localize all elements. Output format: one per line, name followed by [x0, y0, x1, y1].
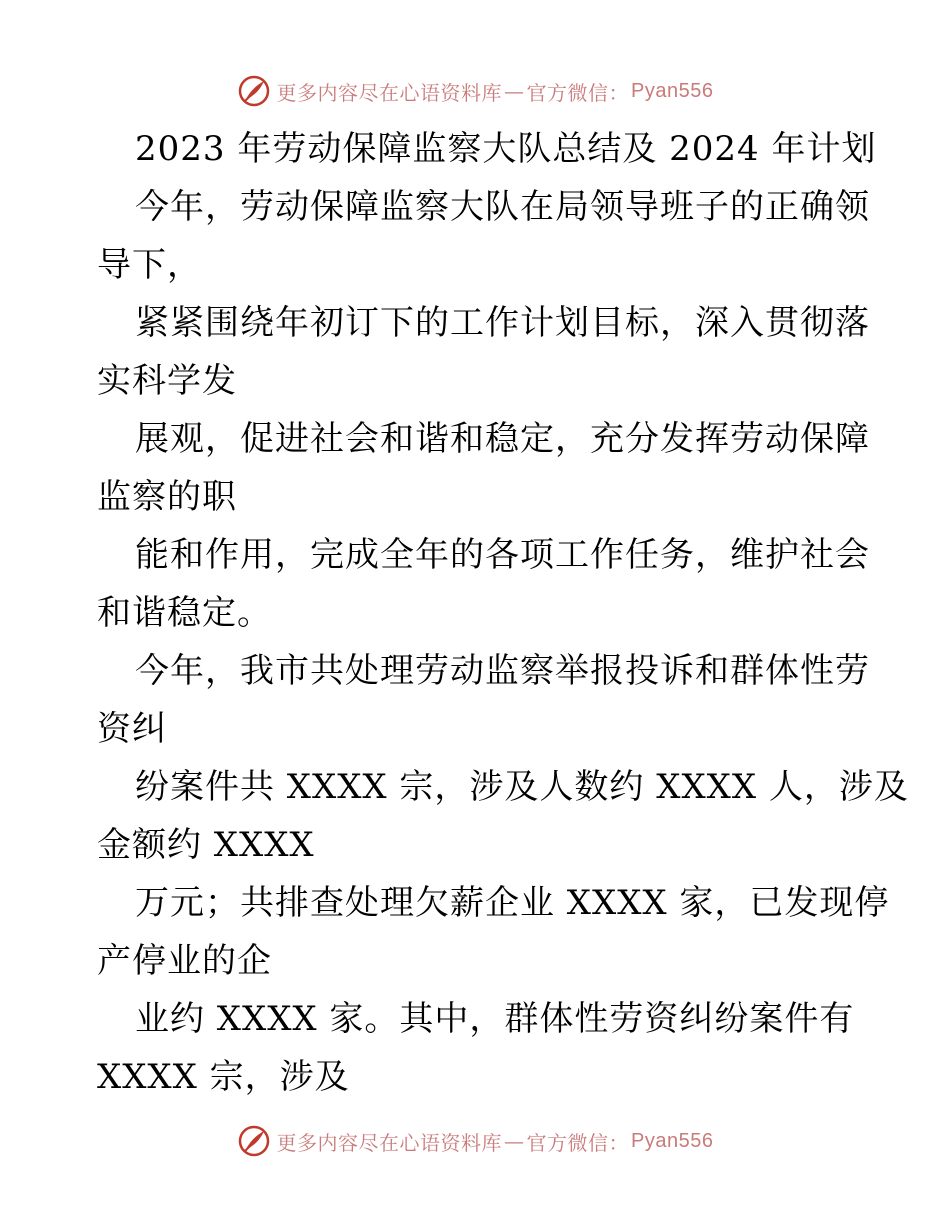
paragraph-line: 纷案件共 XXXX 宗，涉及人数约 XXXX 人，涉及 — [135, 767, 909, 807]
paragraph-line: 能和作用，完成全年的各项工作任务，维护社会 — [135, 535, 870, 575]
paragraph-line: 和谐稳定。 — [97, 593, 272, 633]
banner-wechat-id: Pyan556 — [631, 1129, 714, 1152]
document-body — [97, 120, 909, 1106]
banner-promo-text: 更多内容尽在心语资料库 — [276, 1130, 503, 1155]
paragraph-line: 展观，促进社会和谐和稳定，充分发挥劳动保障 — [135, 419, 870, 459]
banner-dash: — — [504, 1129, 525, 1153]
paragraph-line: 今年，我市共处理劳动监察举报投诉和群体性劳 — [135, 651, 870, 691]
quill-logo-icon — [237, 74, 271, 108]
banner-wechat-label: 官方微信： — [526, 80, 630, 105]
paragraph-line: 实科学发 — [97, 361, 237, 401]
quill-logo-icon — [237, 1124, 271, 1158]
banner-wechat-label: 官方微信： — [526, 1130, 630, 1155]
paragraph-line: 资纠 — [97, 709, 167, 749]
paragraph-line: 产停业的企 — [97, 941, 272, 981]
paragraph-line: 导下， — [97, 245, 202, 285]
footer-banner — [0, 1121, 950, 1161]
paragraph-line: 业约 XXXX 家。其中，群体性劳资纠纷案件有 — [135, 999, 855, 1039]
banner-promo-text: 更多内容尽在心语资料库 — [276, 80, 503, 105]
paragraph-line: 金额约 XXXX — [97, 825, 315, 865]
paragraph-line: 监察的职 — [97, 477, 237, 517]
banner-dash: — — [504, 79, 525, 103]
banner-wechat-id: Pyan556 — [631, 79, 714, 102]
paragraph-line: XXXX 宗，涉及 — [97, 1057, 350, 1097]
document-title: 2023 年劳动保障监察大队总结及 2024 年计划 — [135, 129, 877, 169]
paragraph-line: 万元；共排查处理欠薪企业 XXXX 家，已发现停 — [135, 883, 890, 923]
paragraph-line: 紧紧围绕年初订下的工作计划目标，深入贯彻落 — [135, 303, 870, 343]
paragraph-line: 今年，劳动保障监察大队在局领导班子的正确领 — [135, 187, 870, 227]
header-banner — [0, 71, 950, 111]
